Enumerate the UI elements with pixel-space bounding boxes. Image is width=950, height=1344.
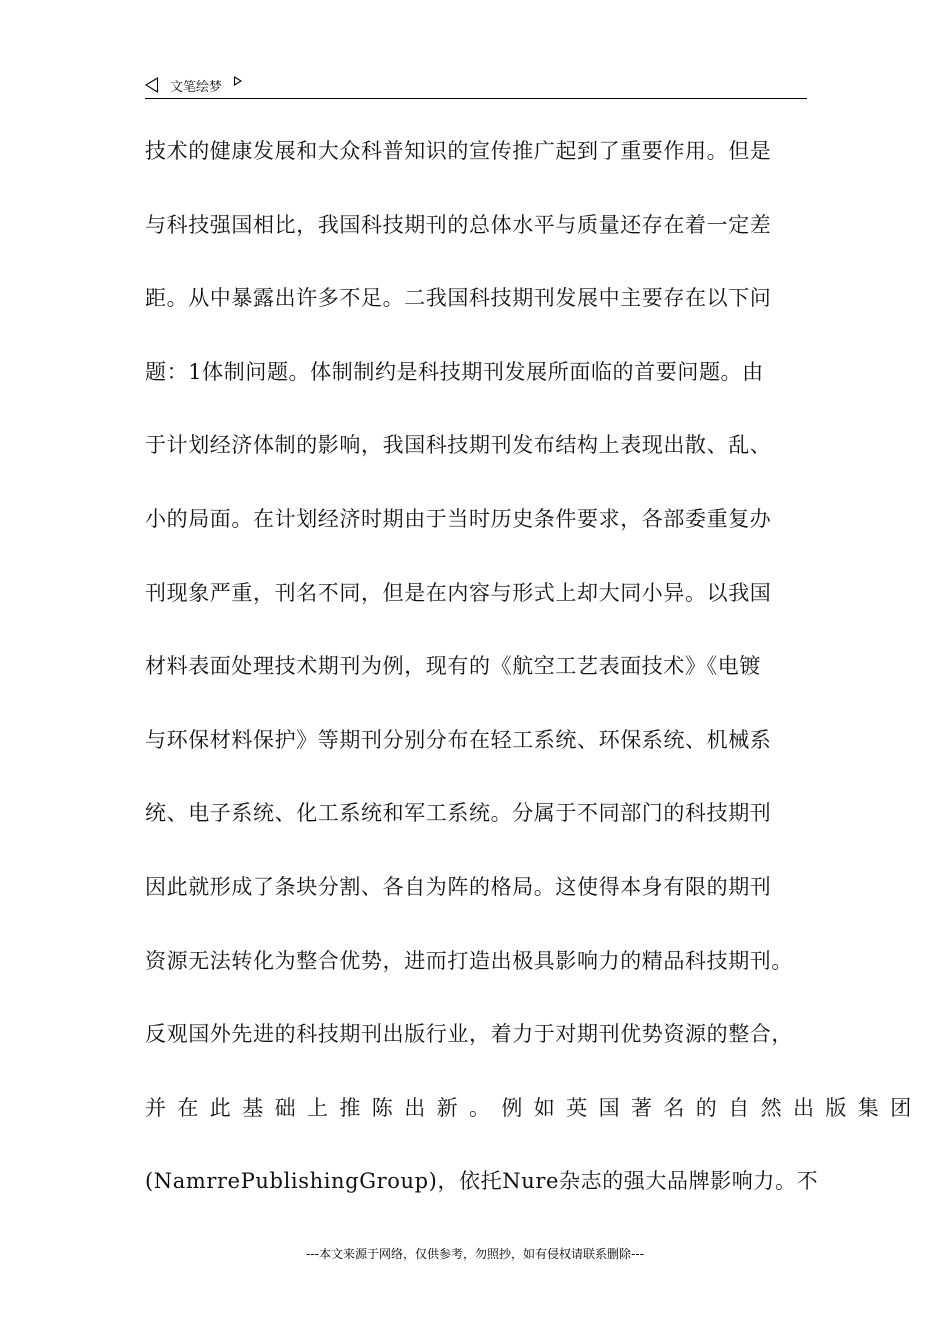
text-line: 与科技强国相比，我国科技期刊的总体水平与质量还存在着一定差 <box>145 212 772 237</box>
body-text <box>145 131 923 1235</box>
text-line: 反观国外先进的科技期刊出版行业，着力于对期刊优势资源的整合， <box>145 1022 793 1047</box>
triangle-left-icon <box>145 77 158 93</box>
header-title: 文笔绘梦 <box>170 79 223 95</box>
page-header <box>145 72 807 99</box>
text-line: 统、电子系统、化工系统和军工系统。分属于不同部门的科技期刊 <box>145 801 772 826</box>
text-line: 与环保材料保护》等期刊分别分布在轻工系统、环保系统、机械系 <box>145 727 772 752</box>
text-line: 材料表面处理技术期刊为例，现有的《航空工艺表面技术》《电镀 <box>145 654 761 679</box>
text-line: 技术的健康发展和大众科普知识的宣传推广起到了重要作用。但是 <box>145 139 772 163</box>
text-line: 题：1体制问题。体制制约是科技期刊发展所面临的首要问题。由 <box>145 359 764 384</box>
text-line: (NamrrePublishingGroup)，依托Nure杂志的强大品牌影响力。不 <box>145 1169 819 1194</box>
text-line: 并在此基础上推陈出新。例如英国著名的自然出版集团 <box>145 1095 923 1120</box>
text-line: 资源无法转化为整合优势，进而打造出极具影响力的精品科技期刊。 <box>145 948 793 973</box>
text-line: 刊现象严重，刊名不同，但是在内容与形式上却大同小异。以我国 <box>145 580 772 605</box>
page-footer: ---本文来源于网络，仅供参考，勿照抄，如有侵权请联系删除--- <box>306 1247 644 1261</box>
text-line: 距。从中暴露出许多不足。二我国科技期刊发展中主要存在以下问 <box>145 286 772 311</box>
triangle-right-icon <box>234 76 242 86</box>
text-line: 于计划经济体制的影响，我国科技期刊发布结构上表现出散、乱、 <box>145 433 772 458</box>
text-line: 因此就形成了条块分割、各自为阵的格局。这使得本身有限的期刊 <box>145 874 772 899</box>
text-line: 小的局面。在计划经济时期由于当时历史条件要求，各部委重复办 <box>145 506 772 531</box>
